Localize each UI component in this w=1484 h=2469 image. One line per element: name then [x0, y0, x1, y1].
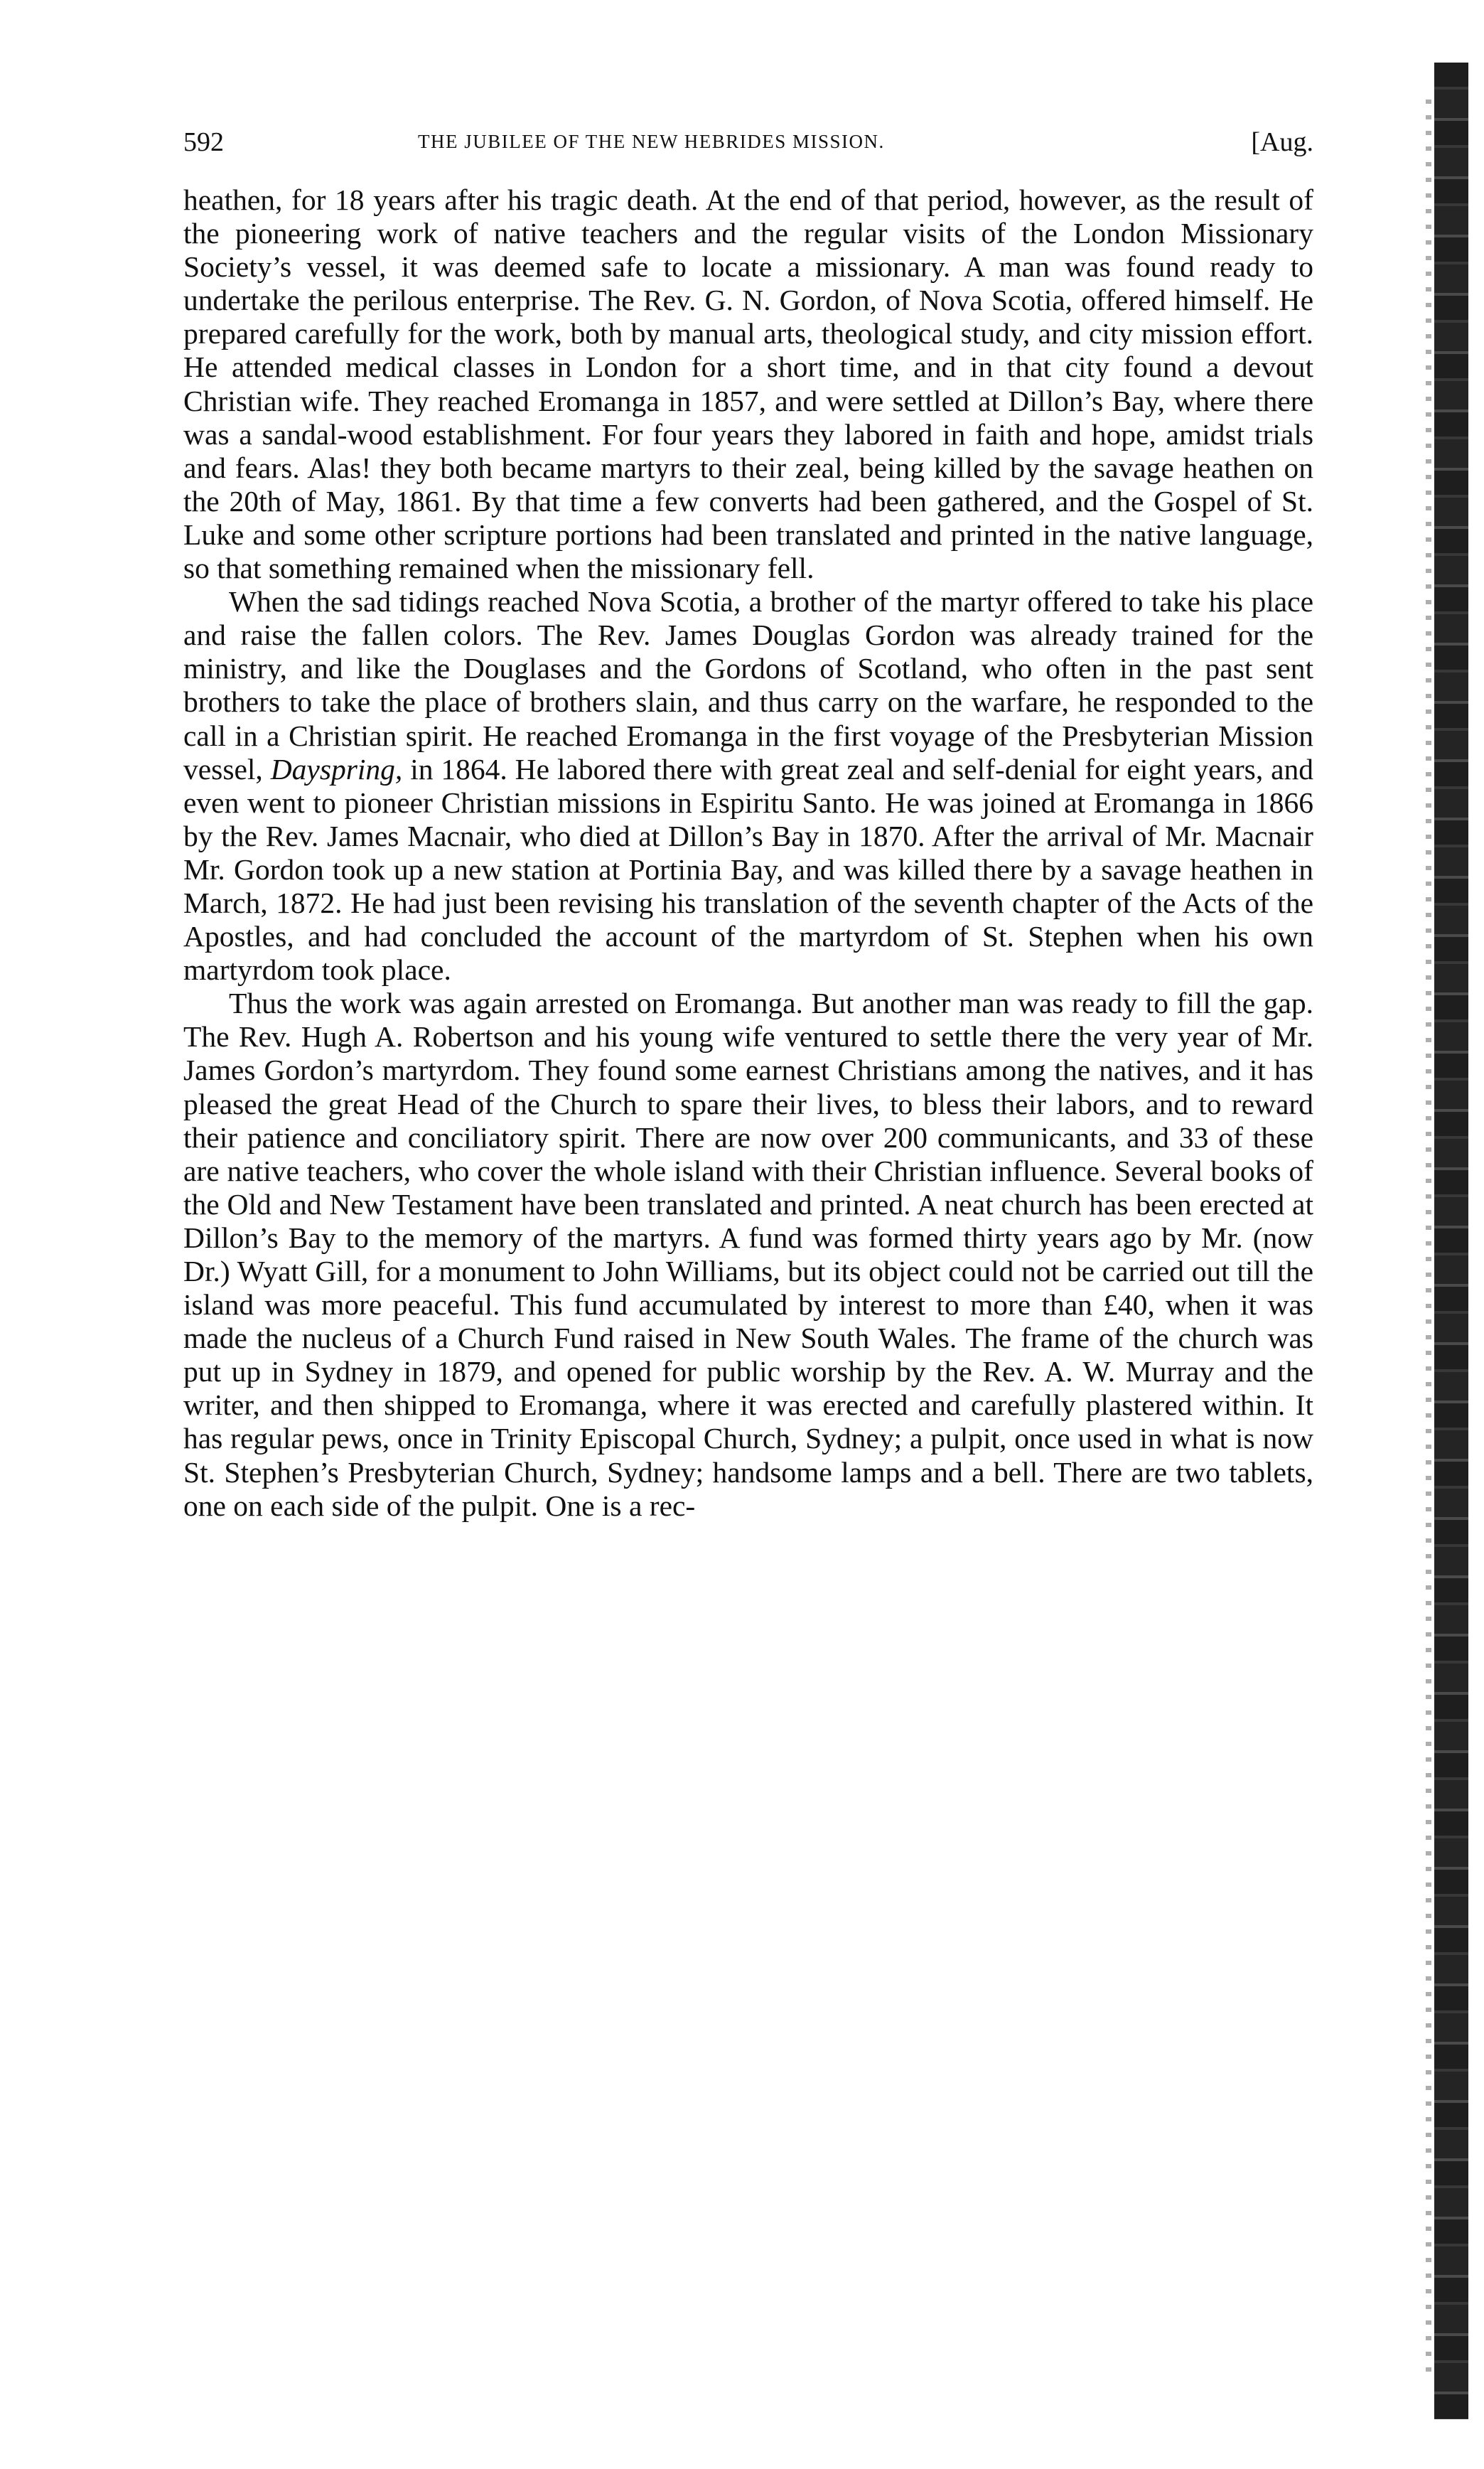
vessel-name: Dayspring,: [270, 752, 403, 786]
paragraph-2-text-after: in 1864. He labored there with great zeal and self-denial for eight years, and even went to pioneer Christian missions in Espiritu Santo. He was joined at Eromanga in 1866 by the Rev. James Macnair, who died at Dillon’s Bay in 1870. After the arrival of Mr. Macnair Mr. Gordon took up a new station at Portinia Bay, and was killed there by a savage heathen in March, 1872. He had just been revising his translation of the seventh chapter of the Acts of the Apostles, and had concluded the account of the martyrdom of St. Stephen when his own martyrdom took place.: [183, 752, 1314, 987]
paragraph-1: heathen, for 18 years after his tragic death. At the end of that period, however, as the result of the pioneering work of native teachers and the regular visits of the London Missionary Society’s vessel, it was deemed safe to locate a missionary. A man was found ready to undertake the perilous enterprise. The Rev. G. N. Gordon, of Nova Scotia, offered himself. He prepared carefully for the work, both by manual arts, theological study, and city mission effort. He attended medical classes in London for a short time, and in that city found a devout Christian wife. They reached Eromanga in 1857, and were settled at Dillon’s Bay, where there was a sandal-wood establishment. For four years they labored in faith and hope, amidst trials and fears. Alas! they both became martyrs to their zeal, being killed by the savage heathen on the 20th of May, 1861. By that time a few converts had been gathered, and the Gospel of St. Luke and some other scripture portions had been translated and printed in the native language, so that something remained when the missionary fell.: [183, 183, 1313, 585]
header-month: [Aug.: [1251, 127, 1313, 157]
scan-edge-shadow: [1434, 63, 1468, 2419]
paragraph-2-text-before: When the sad tidings reached Nova Scotia, a brother of the martyr offered to take his place and raise the fallen colors. The Rev. James Douglas Gordon was already trained for the ministry, and like the Douglases and the Gordons of Scotland, who often in the past sent brothers to take the place of brothers slain, and thus carry on the warfare, he responded to the call in a Christian spirit. He reached Eromanga in the first voyage of the Presbyterian Mission vessel,: [183, 585, 1313, 786]
page-number: 592: [183, 127, 224, 157]
scan-edge-speckle: [1426, 100, 1431, 2374]
paragraph-2: [183, 585, 1313, 987]
running-title: THE JUBILEE OF THE NEW HEBRIDES MISSION.: [418, 131, 885, 152]
paragraph-3: Thus the work was again arrested on Eromanga. But another man was ready to fill the gap. The Rev. Hugh A. Robertson and his young wife ventured to settle there the very year of Mr. James Gordon’s martyrdom. They found some earnest Christians among the natives, and it has pleased the great Head of the Church to spare their lives, to bless their labors, and to reward their patience and conciliatory spirit. There are now over 200 communicants, and 33 of these are native teachers, who cover the whole island with their Christian influence. Several books of the Old and New Testament have been translated and printed. A neat church has been erected at Dillon’s Bay to the memory of the martyrs. A fund was formed thirty years ago by Mr. (now Dr.) Wyatt Gill, for a monument to John Williams, but its object could not be carried out till the island was more peaceful. This fund accumulated by interest to more than £40, when it was made the nucleus of a Church Fund raised in New South Wales. The frame of the church was put up in Sydney in 1879, and opened for public worship by the Rev. A. W. Murray and the writer, and then shipped to Eromanga, where it was erected and carefully plastered within. It has regular pews, once in Trinity Episcopal Church, Sydney; a pulpit, once used in what is now St. Stephen’s Presbyterian Church, Sydney; handsome lamps and a bell. There are two tablets, one on each side of the pulpit. One is a rec-: [183, 987, 1313, 1522]
running-header: [183, 127, 1313, 169]
article-body: [183, 183, 1313, 1523]
